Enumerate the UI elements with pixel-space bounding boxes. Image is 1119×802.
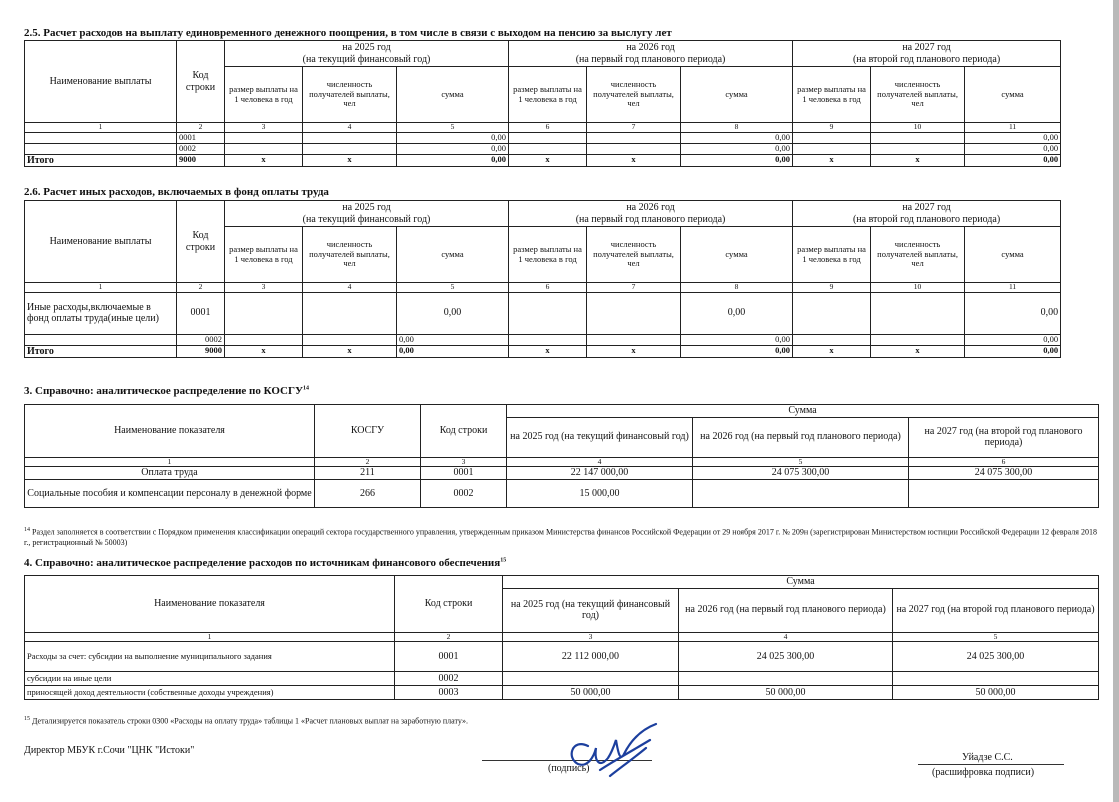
year-sub: (на текущий финансовый год) [302,53,431,65]
col-name-header: Наименование выплаты [25,41,177,123]
row-2025: 15 000,00 [507,480,693,508]
size-header: размер выплаты на 1 человека в год [225,67,303,123]
col-number: 8 [681,123,793,133]
x-mark: x [793,154,871,167]
col-code-header: Код строки [421,405,507,458]
col-number: 2 [177,283,225,293]
col-number: 11 [965,123,1061,133]
x-mark: x [587,154,681,167]
col-number: 5 [693,457,909,467]
table-row [25,642,1099,672]
row-code: 0002 [421,480,507,508]
year-sub: (на текущий финансовый год) [302,213,431,225]
name-caption: (расшифровка подписи) [932,767,1035,778]
row-kosgu: 266 [315,480,421,508]
col-number: 1 [25,283,177,293]
year-sub: (на второй год планового периода) [852,53,1001,65]
col-number: 8 [681,283,793,293]
total-code: 9000 [177,345,225,358]
year-2027-header: на 2027 год (на второй год планового периода) [909,417,1099,457]
row-sum: 0,00 [965,292,1061,334]
row-code: 0002 [177,143,225,154]
row-sum: 0,00 [397,334,509,345]
col-name-header: Наименование показателя [25,405,315,458]
col-code-header: Код строки [395,576,503,633]
total-sum: 0,00 [965,154,1061,167]
sum-header: сумма [681,67,793,123]
x-mark: x [871,345,965,358]
row-2025: 22 147 000,00 [507,467,693,480]
row-sum: 0,00 [681,143,793,154]
year-2026-header: на 2026 год (на первый год планового периода) [679,588,893,632]
year-2025-header: на 2025 год (на текущий финансовый год) [507,417,693,457]
col-number: 7 [587,283,681,293]
year-label: на 2027 год [902,202,951,213]
x-mark: x [225,154,303,167]
size-header: размер выплаты на 1 человека в год [225,227,303,283]
row-name: Оплата труда [25,467,315,480]
row-2026 [693,480,909,508]
table-row [25,672,1099,686]
year-sub: (на второй год планового периода) [852,213,1001,225]
row-kosgu: 211 [315,467,421,480]
row-name: субсидии на иные цели [25,672,395,686]
col-number: 3 [225,123,303,133]
year-label: на 2026 год [626,202,675,213]
col-number: 5 [397,283,509,293]
year-2026-header [509,201,793,227]
row-sum: 0,00 [965,132,1061,143]
size-header: размер выплаты на 1 человека в год [509,67,587,123]
col-number: 4 [507,457,693,467]
footnote-14 [24,527,1100,548]
col-number: 2 [395,632,503,642]
col-number: 1 [25,123,177,133]
col-number: 6 [509,123,587,133]
row-2026: 24 075 300,00 [693,467,909,480]
row-code: 0002 [395,672,503,686]
row-sum: 0,00 [397,132,509,143]
signatory-name: Уйадзе С.С. [962,752,1013,763]
col-kosgu-header: КОСГУ [315,405,421,458]
col-number: 3 [225,283,303,293]
table-row [25,334,1061,345]
col-number: 4 [679,632,893,642]
row-2026: 50 000,00 [679,686,893,700]
count-header: численность получателей выплаты, чел [587,67,681,123]
col-number: 9 [793,283,871,293]
col-number: 7 [587,123,681,133]
x-mark: x [871,154,965,167]
count-header: численность получателей выплаты, чел [587,227,681,283]
footnote-ref: 15 [500,557,507,564]
footnote-ref: 14 [303,385,310,392]
x-mark: x [225,345,303,358]
total-sum: 0,00 [397,154,509,167]
section-3-title [24,385,309,397]
section-2-6-table [24,200,1061,358]
col-number: 9 [793,123,871,133]
col-number: 5 [893,632,1099,642]
col-name-header: Наименование выплаты [25,201,177,283]
table-row [25,686,1099,700]
signature-caption: (подпись) [548,763,590,774]
total-code: 9000 [177,154,225,167]
row-2027: 24 025 300,00 [893,642,1099,672]
row-name: Расходы за счет: субсидии на выполнение муниципального задания [25,642,395,672]
total-row [25,154,1061,167]
col-number: 3 [503,632,679,642]
count-header: численность получателей выплаты, чел [871,67,965,123]
x-mark: x [303,154,397,167]
x-mark: x [509,345,587,358]
section-4-title-text: 4. Справочно: аналитическое распределение расходов по источникам финансового обеспечения [24,557,501,569]
col-code-header: Код строки [177,201,225,283]
row-2027: 50 000,00 [893,686,1099,700]
size-header: размер выплаты на 1 человека в год [793,227,871,283]
count-header: численность получателей выплаты, чел [871,227,965,283]
table-row [25,467,1099,480]
total-sum: 0,00 [681,154,793,167]
col-number: 2 [177,123,225,133]
year-2027-header [793,41,1061,67]
row-sum: 0,00 [965,334,1061,345]
row-2027: 24 075 300,00 [909,467,1099,480]
total-row [25,345,1061,358]
row-code: 0001 [395,642,503,672]
section-2-5-title: 2.5. Расчет расходов на выплату единовременного денежного поощрения, в том числе в связи с выходом на пенсию за выслугу лет [24,27,672,39]
section-3-table [24,404,1099,508]
col-number: 10 [871,283,965,293]
table-row [25,480,1099,508]
total-label: Итого [25,345,177,358]
col-number: 4 [303,283,397,293]
row-2025: 22 112 000,00 [503,642,679,672]
x-mark: x [303,345,397,358]
page-edge [1113,0,1119,802]
total-label: Итого [25,154,177,167]
col-number: 1 [25,457,315,467]
col-number: 3 [421,457,507,467]
col-number: 4 [303,123,397,133]
row-sum: 0,00 [397,292,509,334]
year-sub: (на первый год планового периода) [575,53,726,65]
col-number: 5 [397,123,509,133]
sum-header: Сумма [503,576,1099,589]
row-sum: 0,00 [681,132,793,143]
footnote-text: Детализируется показатель строки 0300 «Расходы на оплату труда» таблицы 1 «Расчет плановых выплат на заработную плату». [32,716,469,726]
director-title: Директор МБУК г.Сочи "ЦНК "Истоки" [24,745,195,756]
row-sum: 0,00 [681,292,793,334]
row-name: Социальные пособия и компенсации персоналу в денежной форме [25,480,315,508]
year-2026-header: на 2026 год (на первый год планового периода) [693,417,909,457]
row-code: 0001 [421,467,507,480]
year-2027-header [793,201,1061,227]
row-2027 [909,480,1099,508]
row-2026: 24 025 300,00 [679,642,893,672]
year-label: на 2027 год [902,42,951,53]
year-2026-header [509,41,793,67]
section-2-6-title: 2.6. Расчет иных расходов, включаемых в фонд оплаты труда [24,186,329,198]
sum-header: сумма [397,67,509,123]
row-sum: 0,00 [681,334,793,345]
row-sum: 0,00 [965,143,1061,154]
sum-header: сумма [397,227,509,283]
row-2025: 50 000,00 [503,686,679,700]
total-sum: 0,00 [965,345,1061,358]
row-code: 0001 [177,132,225,143]
section-2-5-table [24,40,1061,167]
count-header: численность получателей выплаты, чел [303,227,397,283]
sum-header: сумма [965,227,1061,283]
col-number: 2 [315,457,421,467]
year-label: на 2026 год [626,42,675,53]
size-header: размер выплаты на 1 человека в год [793,67,871,123]
table-row [25,143,1061,154]
section-3-title-text: 3. Справочно: аналитическое распределение по КОСГУ [24,385,304,397]
x-mark: x [509,154,587,167]
x-mark: x [587,345,681,358]
col-code-header: Код строки [177,41,225,123]
col-number: 1 [25,632,395,642]
sum-header: сумма [681,227,793,283]
x-mark: x [793,345,871,358]
col-number: 6 [909,457,1099,467]
row-code: 0002 [177,334,225,345]
table-row [25,292,1061,334]
col-number: 11 [965,283,1061,293]
year-2025-header: на 2025 год (на текущий финансовый год) [503,588,679,632]
sum-header: Сумма [507,405,1099,418]
table-row [25,132,1061,143]
year-sub: (на первый год планового периода) [575,213,726,225]
sum-header: сумма [965,67,1061,123]
footnote-mark: 15 [24,716,30,722]
row-name: приносящей доход деятельности (собственные доходы учреждения) [25,686,395,700]
section-4-title [24,557,506,569]
year-label: на 2025 год [342,42,391,53]
footnote-text: Раздел заполняется в соответствии с Порядком применения классификации операций сектора государственного управления, утвержденным приказом Министерства финансов Российской Федерации от 29 ноября 2017 г. № 209н (зарегистрирован Министерством юстиции Российской Федерации 12 февраля 2018 г., регистрационный № 50003) [24,527,1097,547]
year-2027-header: на 2027 год (на второй год планового периода) [893,588,1099,632]
row-name: Иные расходы,включаемые в фонд оплаты труда(иные цели) [25,292,177,334]
col-name-header: Наименование показателя [25,576,395,633]
year-2025-header [225,201,509,227]
name-line [918,764,1064,765]
total-sum: 0,00 [681,345,793,358]
year-label: на 2025 год [342,202,391,213]
size-header: размер выплаты на 1 человека в год [509,227,587,283]
col-number: 10 [871,123,965,133]
row-code: 0001 [177,292,225,334]
section-4-table [24,575,1099,700]
footnote-mark: 14 [24,527,30,533]
total-sum: 0,00 [397,345,509,358]
row-sum: 0,00 [397,143,509,154]
count-header: численность получателей выплаты, чел [303,67,397,123]
year-2025-header [225,41,509,67]
col-number: 6 [509,283,587,293]
row-code: 0003 [395,686,503,700]
